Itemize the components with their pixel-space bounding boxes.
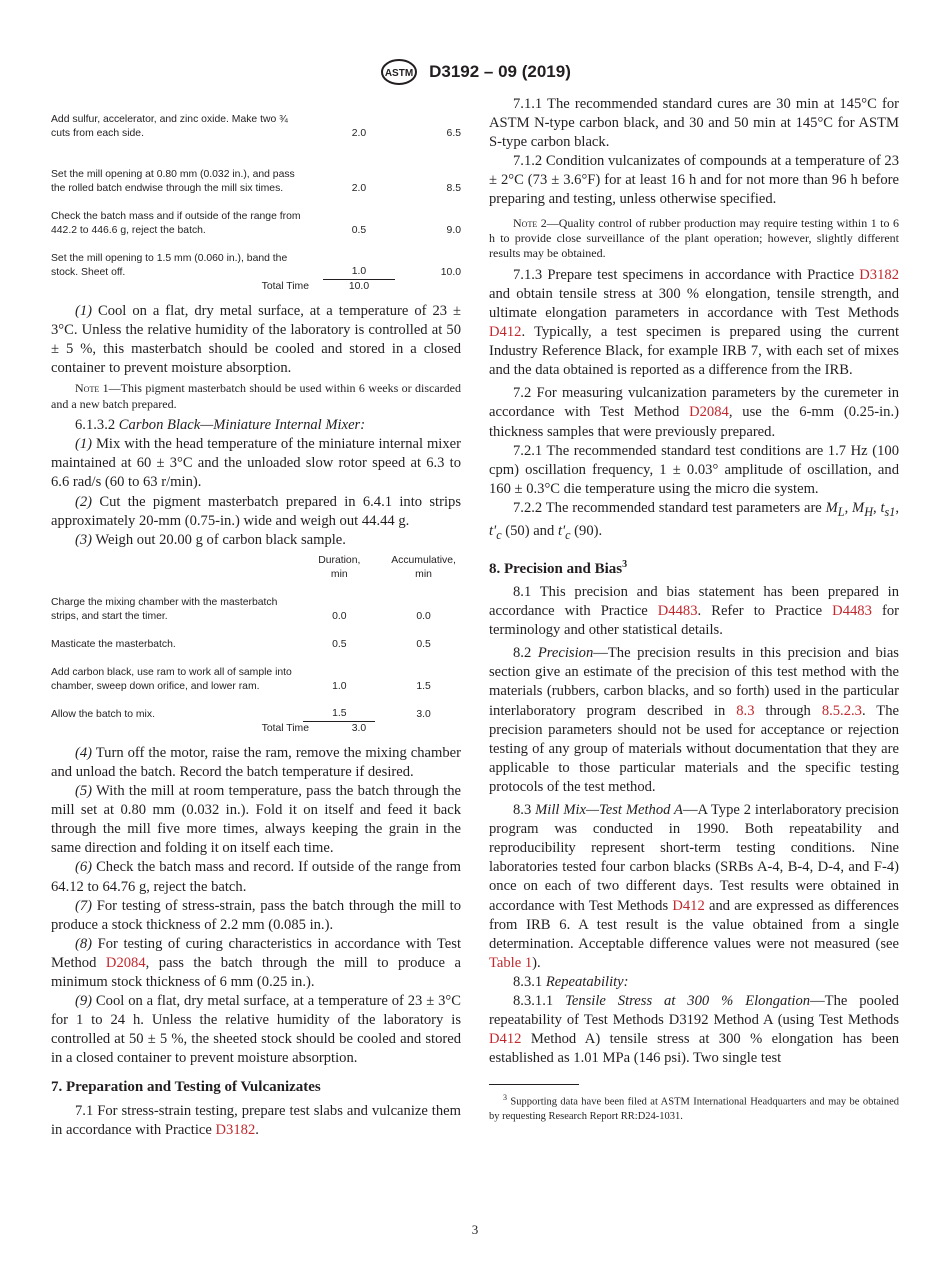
paragraph-number: (5) — [75, 783, 93, 800]
reference-link[interactable]: D412 — [672, 897, 705, 914]
paragraph: 7.2.2 The recommended standard test parameters are $M_L$, $M_H$, $t_{s1}$, $t'_c$ (50) and $t'_c$ (90). — [489, 499, 900, 542]
note-label: Note 2 — [513, 215, 547, 230]
table-cell-value: 1.0 — [323, 265, 395, 280]
table-cell: 6.5 — [446, 128, 461, 139]
table-cell: 1.5 — [416, 680, 431, 692]
table-row — [51, 113, 461, 141]
symbol-subscript: H — [864, 504, 873, 519]
paragraph-text: , use the 6-mm (0.25-in.) thickness samples that were previously prepared. — [489, 404, 899, 440]
table-cell: Add carbon black, use ram to work all of sample into chamber, sweep down orifice, and lower ram. — [51, 666, 292, 692]
table-cell: Check the batch mass and if outside of the range from 442.2 to 446.6 g, reject the batch. — [51, 211, 301, 236]
reference-link[interactable]: D2084 — [689, 404, 729, 421]
paragraph-text: With the mill at room temperature, pass the batch through the mill set at 0.80 mm (0.032 in.). Fold it on itself and feed it back through the mill five more times, always keeping the grain in the same direction and folding it on itself each time. — [51, 783, 461, 857]
symbol: t' — [557, 522, 566, 539]
table-cell: 0.0 — [332, 610, 347, 622]
paragraph-text: Weigh out 20.00 g of carbon black sample. — [95, 531, 346, 548]
table-row — [51, 141, 461, 196]
table-cell: 2.0 — [351, 128, 367, 139]
paragraph-text: 7.1.3 Prepare test specimens in accordance with Practice — [513, 266, 860, 283]
paragraph-text: Method A) tensile stress at 300 % elongation has been established as 1.01 MPa (146 psi). Two single test — [489, 1031, 899, 1067]
paragraph-number: (1) — [75, 436, 93, 453]
paragraph-number: 8.2 — [513, 645, 532, 662]
paragraph: 7.2.1 The recommended standard test conditions are 1.7 Hz (100 cpm) oscillation frequency, 1 ± 0.03° amplitude of oscillation, and 160 ± 0.3°C die temperature using the micro die system. — [489, 442, 899, 497]
paragraph-number: (6) — [75, 859, 93, 876]
mixing-table-1 — [51, 113, 461, 294]
paragraph-text: —A Type 2 interlaboratory precision program was conducted in 1990. Both repeatability and reproducibility represent short-term testing conditions. Nine laboratories tested four carbon blacks (SRBs A-4, B-4, D-4, and F-4) once on each of two different days. Test results were obtained in accordance with Test Methods — [489, 802, 899, 914]
right-column — [489, 95, 899, 1124]
paragraph-text: 7.2 For measuring vulcanization parameters by the curemeter in accordance with Test Method — [489, 385, 899, 421]
table-total-row — [51, 722, 461, 736]
table-cell: Set the mill opening to 1.5 mm (0.060 in.), band the stock. Sheet off. — [51, 253, 288, 278]
paragraph-text: , pass the batch through the mill to produce a minimum stock thickness of 6 mm (0.25 in.). — [51, 954, 461, 990]
paragraph — [489, 384, 899, 441]
paragraph-text: 8.1 This precision and bias statement has been prepared in accordance with Practice — [489, 584, 899, 620]
table-total-label: Total Time — [261, 281, 309, 292]
paragraph-number: (3) — [75, 531, 93, 548]
section-title: Carbon Black—Miniature Internal Mixer: — [118, 417, 366, 434]
paragraph — [51, 782, 461, 858]
symbol-subscript: s1 — [884, 504, 896, 519]
symbol-subscript: c — [496, 527, 502, 542]
table-header-text: min — [330, 568, 348, 580]
table-header-row — [51, 554, 461, 582]
paragraph-text: and obtain tensile stress at 300 % elongation, tensile strength, and ultimate elongation parameters in accordance with Test Methods — [489, 285, 899, 321]
paragraph-text: . Typically, a test specimen is prepared using the current Industry Reference Black, for example IRB 7, with each set of mixes and the data obtained is reported as a difference from the IRB. — [489, 324, 899, 379]
footnote-marker: 3 — [503, 1093, 507, 1103]
paragraph-text: Cut the pigment masterbatch prepared in 6.4.1 into strips approximately 20-mm (0.75-in.) wide and weigh out 44.44 g. — [51, 493, 461, 529]
table-cell: 10.0 — [440, 267, 461, 278]
symbol: M — [852, 499, 865, 516]
table-cell: Set the mill opening at 0.80 mm (0.032 in.), and pass the rolled batch endwise through the mill six times. — [51, 169, 295, 194]
table-cell: 0.5 — [351, 225, 367, 236]
paragraph — [51, 858, 461, 896]
table-row — [51, 238, 461, 280]
paragraph-text: Cool on a flat, dry metal surface, at a temperature of 23 ± 3°C for 1 to 24 h. Unless the relative humidity of the laboratory is controlled at 50 ± 5 %, the sheeted stock should be cooled and stored in a closed container to prevent moisture absorption. — [51, 993, 461, 1067]
page-header — [0, 58, 950, 86]
document-title: D3192 – 09 (2019) — [429, 62, 571, 81]
paragraph-number: (4) — [75, 744, 93, 761]
paragraph-title: Precision — [537, 645, 594, 662]
paragraph-text: Check the batch mass and record. If outside of the range from 64.12 to 64.76 g, reject the batch. — [51, 859, 461, 895]
symbol: M — [825, 499, 838, 516]
paragraph-number: (7) — [75, 897, 93, 914]
reference-link[interactable]: Table 1 — [489, 954, 533, 971]
paragraph — [51, 1102, 461, 1140]
footnote-rule — [489, 1084, 579, 1085]
mixing-table-2 — [51, 554, 461, 736]
paragraph-text: through — [754, 702, 822, 719]
paragraph-text: Turn off the motor, raise the ram, remove the mixing chamber and unload the batch. Record the batch temperature if desired. — [51, 744, 461, 780]
paragraph — [51, 302, 461, 378]
table-cell: 9.0 — [446, 225, 461, 236]
section-7-heading: 7. Preparation and Testing of Vulcanizates — [51, 1079, 321, 1096]
symbol-subscript: c — [565, 527, 571, 542]
paragraph-title: Mill Mix—Test Method A — [535, 802, 683, 819]
table-cell: 2.0 — [351, 183, 367, 194]
page-number: 3 — [471, 1222, 479, 1237]
paragraph-title: Tensile Stress at 300 % Elongation — [565, 992, 811, 1009]
paragraph — [51, 531, 461, 550]
left-column — [51, 95, 461, 1140]
reference-link[interactable]: D3182 — [859, 266, 899, 283]
table-cell: Masticate the masterbatch. — [51, 638, 176, 650]
paragraph — [51, 992, 461, 1068]
table-cell — [293, 707, 387, 722]
paragraph-number: (8) — [75, 935, 93, 952]
paragraph-text: 7.1 For stress-strain testing, prepare test slabs and vulcanize them in accordance with Practice — [51, 1102, 461, 1138]
paragraph-text: For testing of stress-strain, pass the batch through the mill to produce a stock thickness of 2.2 mm (0.085 in.). — [51, 897, 461, 933]
table-cell: 0.5 — [416, 638, 431, 650]
paragraph: 7.1.1 The recommended standard cures are 30 min at 145°C for ASTM N-type carbon black, and 30 and 50 min at 145°C for ASTM S-type carbon black. — [489, 96, 899, 151]
footnote — [489, 1091, 899, 1124]
reference-link[interactable]: D412 — [489, 1031, 522, 1048]
table-total-value: 3.0 — [351, 722, 367, 734]
table-cell: 0.5 — [332, 638, 347, 650]
reference-link[interactable]: 8.3 — [736, 702, 755, 719]
symbol: t — [880, 499, 885, 516]
note-label: Note 1 — [75, 381, 109, 396]
paragraph-number: (2) — [75, 493, 93, 510]
paragraph — [51, 935, 461, 992]
paragraph-text: ). — [532, 954, 541, 971]
table-header — [293, 554, 387, 582]
paragraph-text: —The pooled repeatability of Test Methods D3192 Method A (using Test Methods — [489, 992, 899, 1029]
paragraph-text: (90). — [570, 522, 603, 539]
paragraph — [51, 493, 461, 531]
table-cell-value: 1.5 — [303, 707, 375, 722]
paragraph-text: . — [255, 1121, 259, 1138]
table-row — [51, 624, 461, 652]
paragraph-title: Repeatability: — [545, 973, 629, 990]
section-heading — [51, 416, 461, 435]
paragraph-text: (50) and — [501, 522, 558, 539]
footnote-marker: 3 — [622, 558, 628, 570]
reference-link[interactable]: D2084 — [105, 954, 146, 971]
table-cell: 3.0 — [416, 708, 431, 720]
paragraph-number: 8.3.1.1 — [513, 992, 554, 1009]
paragraph-text: 7.2.2 The recommended standard test parameters are — [513, 499, 826, 516]
table-cell: Add sulfur, accelerator, and zinc oxide. Make two ¾ cuts from each side. — [51, 114, 288, 139]
table-header-text: min — [415, 568, 432, 580]
paragraph — [489, 266, 899, 381]
table-cell: 1.0 — [332, 680, 347, 692]
paragraph-text: Cool on a flat, dry metal surface, at a temperature of 23 ± 3°C. Unless the relative humidity of the laboratory is controlled at 50 ± 5 %, this masterbatch should be cooled and stored in a closed container to prevent moisture absorption. — [51, 303, 461, 377]
paragraph — [489, 801, 899, 973]
paragraph — [51, 744, 461, 782]
paragraph-number: 8.3.1 — [513, 973, 543, 990]
note-2 — [489, 216, 899, 262]
reference-link[interactable]: D4483 — [832, 603, 872, 620]
paragraph — [489, 644, 899, 797]
symbol-subscript: L — [837, 504, 845, 519]
paragraph — [51, 435, 461, 492]
table-cell — [309, 265, 409, 280]
reference-link[interactable]: D3182 — [215, 1121, 256, 1138]
paragraph-number: (9) — [75, 993, 93, 1010]
reference-link[interactable]: D4483 — [657, 603, 698, 620]
table-header-text: Accumulative, — [391, 554, 456, 566]
table-cell: 0.0 — [416, 610, 431, 622]
reference-link[interactable]: D412 — [489, 324, 522, 341]
astm-logo-text: ASTM — [384, 68, 414, 79]
paragraph — [489, 973, 899, 992]
table-row — [51, 196, 461, 238]
heading-text: 8. Precision and Bias — [489, 560, 623, 577]
note-text: —This pigment masterbatch should be used within 6 weeks or discarded and a new batch prepared. — [51, 381, 462, 411]
table-row — [51, 582, 461, 624]
reference-link[interactable]: 8.5.2.3 — [821, 702, 862, 719]
table-header-text: Duration, — [318, 554, 361, 566]
astm-logo-icon — [379, 58, 419, 86]
section-number: 6.1.3.2 — [75, 417, 116, 434]
paragraph — [489, 992, 899, 1068]
note-text: —Quality control of rubber production may require testing within 1 to 6 h to provide close surveillance of the plant operation; however, slightly different results may be obtained. — [489, 215, 900, 261]
table-header — [386, 554, 461, 582]
paragraph-text: For testing of curing characteristics in accordance with Test Method — [51, 935, 461, 971]
table-row — [51, 694, 461, 722]
table-total-row — [51, 280, 461, 294]
table-row — [51, 652, 461, 694]
table-total-value: 10.0 — [348, 281, 370, 292]
paragraph: 7.1.2 Condition vulcanizates of compounds at a temperature of 23 ± 2°C (73 ± 3.6°F) for at least 16 h and for not more than 96 h before preparing and testing, unless otherwise specified. — [489, 153, 899, 208]
symbol: t' — [489, 522, 497, 539]
paragraph-number: (1) — [75, 303, 93, 319]
paragraph-text: Mix with the head temperature of the miniature internal mixer maintained at 60 ± 3°C and the unloaded slow rotor speed at 6.3 to 6.6 rad/s (60 to 63 r/min). — [51, 436, 461, 491]
paragraph-text: . The precision parameters should not be used for acceptance or rejection testing of any group of materials without documentation that they are applicable to those particular materials and the specific testing protocols of the test method. — [489, 702, 899, 795]
table-cell: 8.5 — [446, 183, 461, 194]
table-cell: Charge the mixing chamber with the masterbatch strips, and start the timer. — [51, 596, 278, 622]
note-1 — [51, 381, 461, 412]
footnote-text: Supporting data have been filed at ASTM International Headquarters and may be obtained by requesting Research Report RR:D24-1031. — [489, 1096, 899, 1122]
table-total-label: Total Time — [261, 722, 309, 734]
table-cell: Allow the batch to mix. — [51, 708, 155, 720]
section-8-heading — [489, 555, 899, 579]
paragraph-text: and are expressed as differences from IRB 6. A test result is the value obtained from a single determination. Acceptable difference values were not measured (see — [489, 897, 899, 952]
paragraph — [51, 897, 461, 935]
paragraph-text: for terminology and other statistical details. — [489, 603, 899, 639]
paragraph — [489, 583, 899, 640]
paragraph-text: . Refer to Practice — [697, 603, 833, 620]
paragraph-text: —The precision results in this precision and bias section give an estimate of the precision of this test method with the materials (rubbers, carbon blacks, and so forth) used in the particular interlaboratory program described in — [489, 645, 899, 719]
paragraph-number: 8.3 — [513, 802, 532, 819]
